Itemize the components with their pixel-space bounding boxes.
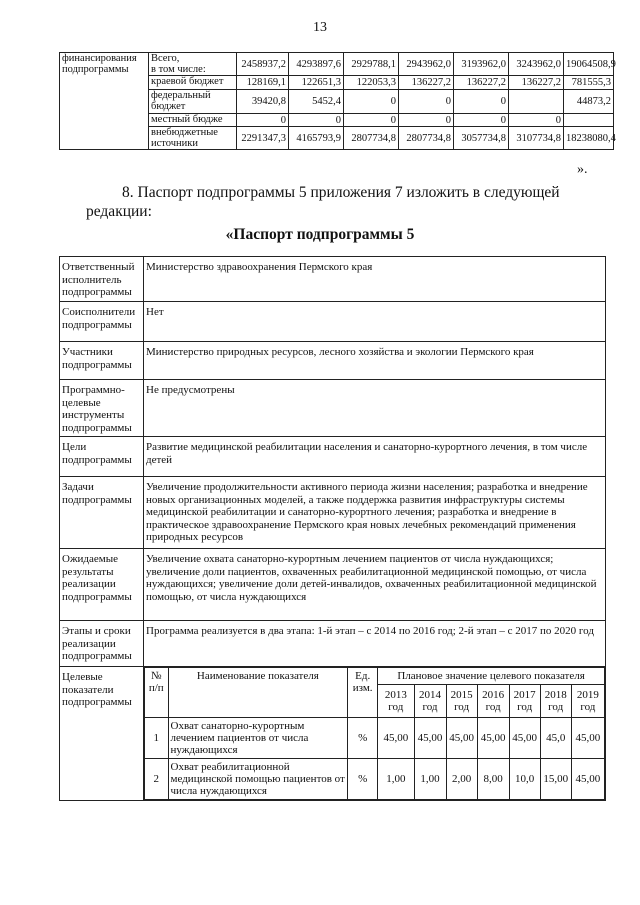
funding-row-name: местный бюдже <box>149 114 237 127</box>
targets-year: 2015 год <box>446 685 477 718</box>
targets-table <box>144 667 605 800</box>
passport-row-label: Ожидаемые результаты реализации подпрограммы <box>60 549 144 621</box>
targets-year: 2014 год <box>414 685 446 718</box>
target-num: 1 <box>145 718 169 759</box>
funding-cell: 3193962,0 <box>454 53 509 76</box>
paragraph: 8. Паспорт подпрограммы 5 приложения 7 изложить в следующей <box>122 184 560 201</box>
funding-cell: 136227,2 <box>454 76 509 90</box>
funding-cell: 2807734,8 <box>399 127 454 150</box>
funding-cell: 2807734,8 <box>344 127 399 150</box>
passport-title: «Паспорт подпрограммы 5 <box>225 226 415 243</box>
target-name: Охват реабилитационной медицинской помощью пациентов от числа нуждающихся <box>168 759 348 800</box>
funding-row-name: Всего, в том числе: <box>149 53 237 76</box>
targets-header-row <box>145 668 605 685</box>
passport-row <box>60 257 606 302</box>
funding-cell: 4293897,6 <box>289 53 344 76</box>
target-value: 45,00 <box>446 718 477 759</box>
targets-container <box>144 667 606 801</box>
passport-row <box>60 342 606 380</box>
targets-header-num: № п/п <box>145 668 169 718</box>
targets-header-plan: Плановое значение целевого показателя <box>378 668 605 685</box>
targets-year: 2018 год <box>540 685 571 718</box>
target-value: 45,00 <box>414 718 446 759</box>
target-value: 15,00 <box>540 759 571 800</box>
passport-row-text: Программа реализуется в два этапа: 1-й этап – с 2014 по 2016 год; 2-й этап – с 2017 по 2020 год <box>144 621 606 667</box>
funding-cell: 2291347,3 <box>237 127 289 150</box>
funding-row-name: федеральный бюджет <box>149 90 237 114</box>
passport-row-label: Программно-целевые инструменты подпрограммы <box>60 380 144 437</box>
passport-row-text: Развитие медицинской реабилитации населения и санаторно-курортного лечения, в том числе детей <box>144 437 606 477</box>
passport-row <box>60 437 606 477</box>
paragraph-continuation: редакции: <box>86 203 152 220</box>
targets-year: 2016 год <box>477 685 509 718</box>
targets-header-unit: Ед. изм. <box>348 668 378 718</box>
target-unit: % <box>348 718 378 759</box>
passport-row <box>60 549 606 621</box>
passport-row-label: Цели подпрограммы <box>60 437 144 477</box>
passport-row-label: Этапы и сроки реализации подпрограммы <box>60 621 144 667</box>
passport-row <box>60 621 606 667</box>
funding-cell: 136227,2 <box>399 76 454 90</box>
passport-row-text: Увеличение продолжительности активного периода жизни населения; разработка и внедрение новых организационных моделей, а также поддержка развития инфраструктуры системы медицинской реабилитации и санаторно-курортного лечения; разработка и внедрение в практическое здравоохранение Пермского края новых лечебных рекомендаций применения природных ресурсов <box>144 477 606 549</box>
funding-cell: 4165793,9 <box>289 127 344 150</box>
funding-cell: 3243962,0 <box>509 53 564 76</box>
funding-cell: 18238080,4 <box>564 127 614 150</box>
funding-cell: 5452,4 <box>289 90 344 114</box>
funding-row-name: внебюджетные источники <box>149 127 237 150</box>
passport-row-label: Ответственный исполнитель подпрограммы <box>60 257 144 302</box>
funding-table <box>59 52 614 150</box>
targets-year: 2013 год <box>378 685 414 718</box>
funding-cell: 0 <box>289 114 344 127</box>
funding-cell: 128169,1 <box>237 76 289 90</box>
quote-end: ». <box>577 162 588 177</box>
target-value: 1,00 <box>378 759 414 800</box>
funding-label: финансирования подпрограммы <box>60 53 149 150</box>
target-unit: % <box>348 759 378 800</box>
passport-row-label: Соисполнители подпрограммы <box>60 302 144 342</box>
passport-row-text: Увеличение охвата санаторно-курортным лечением пациентов от числа нуждающихся; увеличение доли пациентов, охваченных реабилитационной медицинской помощью, от числа нуждающихся; увеличение доли детей-инвалидов, охваченных реабилитационной медицинской помощью, от числа нуждающихся <box>144 549 606 621</box>
passport-row-text: Министерство природных ресурсов, лесного хозяйства и экологии Пермского края <box>144 342 606 380</box>
passport-row <box>60 302 606 342</box>
target-name: Охват санаторно-курортным лечением пациентов от числа нуждающихся <box>168 718 348 759</box>
funding-cell: 136227,2 <box>509 76 564 90</box>
target-value: 45,00 <box>571 759 604 800</box>
funding-cell: 122053,3 <box>344 76 399 90</box>
passport-row-text: Не предусмотрены <box>144 380 606 437</box>
funding-cell: 2458937,2 <box>237 53 289 76</box>
target-row <box>145 759 605 800</box>
target-value: 45,00 <box>509 718 540 759</box>
passport-row-targets <box>60 667 606 801</box>
target-value: 45,00 <box>477 718 509 759</box>
target-row <box>145 718 605 759</box>
target-value: 1,00 <box>414 759 446 800</box>
targets-year: 2017 год <box>509 685 540 718</box>
passport-row-label: Задачи подпрограммы <box>60 477 144 549</box>
funding-cell: 0 <box>509 114 564 127</box>
targets-header-name: Наименование показателя <box>168 668 348 718</box>
passport-row <box>60 477 606 549</box>
target-value: 8,00 <box>477 759 509 800</box>
passport-row <box>60 380 606 437</box>
funding-cell: 0 <box>454 114 509 127</box>
page-number: 13 <box>313 20 327 35</box>
passport-row-text: Министерство здравоохранения Пермского края <box>144 257 606 302</box>
target-value: 45,00 <box>571 718 604 759</box>
funding-cell: 122651,3 <box>289 76 344 90</box>
funding-row-name: краевой бюджет <box>149 76 237 90</box>
passport-row-label: Участники подпрограммы <box>60 342 144 380</box>
passport-row-label: Целевые показатели подпрограммы <box>60 667 144 801</box>
funding-cell: 3057734,8 <box>454 127 509 150</box>
funding-cell: 0 <box>454 90 509 114</box>
funding-cell: 0 <box>237 114 289 127</box>
targets-year: 2019 год <box>571 685 604 718</box>
passport-table <box>59 256 606 801</box>
funding-cell: 0 <box>344 90 399 114</box>
funding-cell: 2943962,0 <box>399 53 454 76</box>
funding-row <box>60 53 614 76</box>
target-num: 2 <box>145 759 169 800</box>
funding-cell: 19064508,9 <box>564 53 614 76</box>
target-value: 2,00 <box>446 759 477 800</box>
passport-row-text: Нет <box>144 302 606 342</box>
funding-cell <box>564 114 614 127</box>
funding-cell: 0 <box>399 90 454 114</box>
target-value: 45,0 <box>540 718 571 759</box>
funding-cell: 39420,8 <box>237 90 289 114</box>
funding-cell <box>509 90 564 114</box>
funding-cell: 3107734,8 <box>509 127 564 150</box>
funding-cell: 2929788,1 <box>344 53 399 76</box>
funding-cell: 781555,3 <box>564 76 614 90</box>
funding-cell: 0 <box>399 114 454 127</box>
funding-cell: 0 <box>344 114 399 127</box>
target-value: 45,00 <box>378 718 414 759</box>
target-value: 10,0 <box>509 759 540 800</box>
funding-cell: 44873,2 <box>564 90 614 114</box>
